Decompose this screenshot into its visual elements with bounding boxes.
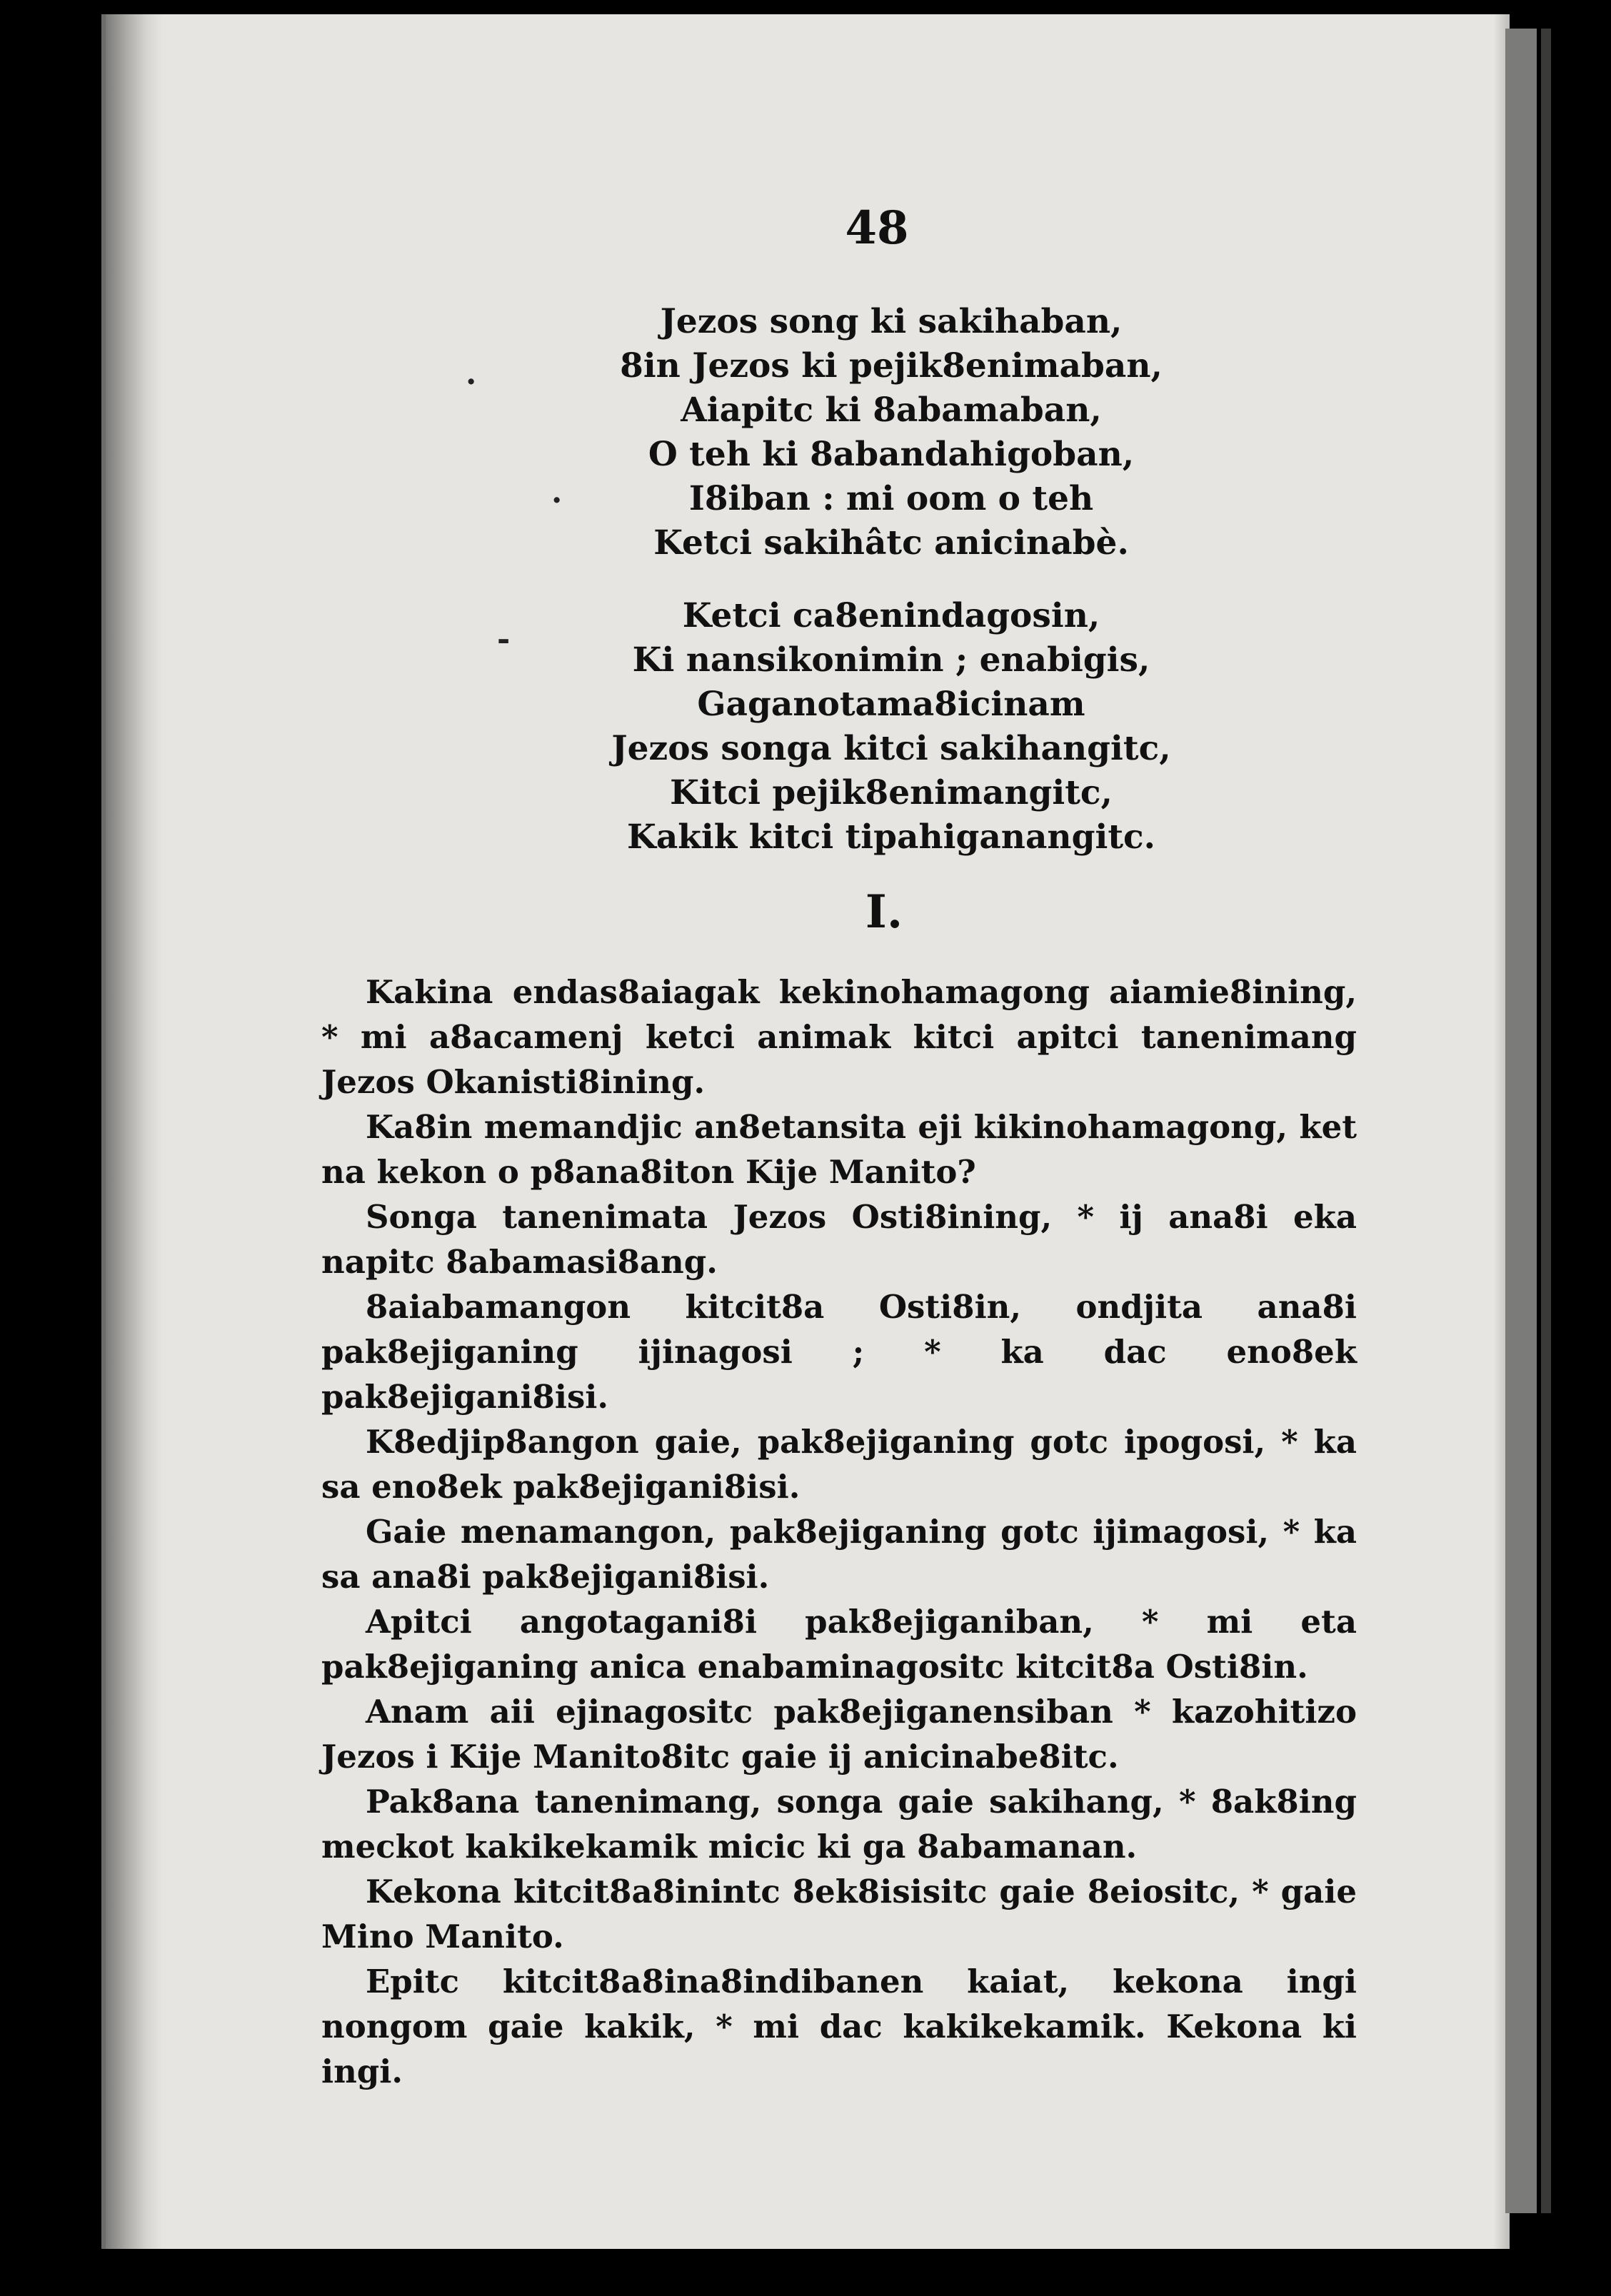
verse-line: I8iban : mi oom o teh: [688, 479, 1094, 518]
verse-line: O teh ki 8abandahigoban,: [648, 435, 1135, 474]
paragraph: Pak8ana tanenimang, songa gaie sakihang, * 8ak8ing meckot kakikekamik micic ki ga 8abamanan.: [321, 1783, 1357, 1866]
paragraph: Anam aii ejinagositc pak8ejiganensiban * kazohitizo Jezos i Kije Manito8itc gaie ij anicinabe8itc.: [321, 1693, 1357, 1776]
paragraph: Epitc kitcit8a8ina8indibanen kaiat, kekona ingi nongom gaie kakik, * mi dac kakikekamik. Kekona ki ingi.: [321, 1963, 1357, 2090]
margin-dot-mark: .: [551, 474, 563, 510]
verse-line: 8in Jezos ki pejik8enimaban,: [620, 346, 1163, 386]
stanza: [86, 594, 1611, 860]
paragraph: K8edjip8angon gaie, pak8ejiganing gotc ipogosi, * ka sa eno8ek pak8ejigani8isi.: [321, 1423, 1357, 1506]
paragraph: Kekona kitcit8a8inintc 8ek8isisitc gaie 8eiositc, * gaie Mino Manito.: [321, 1873, 1357, 1955]
verse-line: Aiapitc ki 8abamaban,: [681, 391, 1102, 430]
verse-line: Jezos songa kitci sakihangitc,: [611, 729, 1171, 768]
verse-line: Ketci ca8enindagosin,: [682, 596, 1100, 635]
verse-block: [86, 300, 1611, 860]
margin-dot-mark: .: [466, 356, 477, 392]
page-number: 48: [845, 201, 909, 255]
stanza-gap: [86, 565, 1611, 594]
paragraph: Gaie menamangon, pak8ejiganing gotc ijimagosi, * ka sa ana8i pak8ejigani8isi.: [321, 1513, 1357, 1596]
section-heading: I.: [865, 885, 903, 939]
body-text: [321, 970, 1357, 2094]
paragraph: 8aiabamangon kitcit8a Osti8in, ondjita ana8i pak8ejiganing ijinagosi ; * ka dac eno8ek pak8ejigani8isi.: [321, 1288, 1357, 1416]
paragraph: Ka8in memandjic an8etansita eji kikinohamagong, ket na kekon o p8ana8iton Kije Manito?: [321, 1108, 1357, 1191]
verse-line: Jezos song ki sakihaban,: [660, 302, 1123, 341]
paragraph: Apitci angotagani8i pak8ejiganiban, * mi eta pak8ejiganing anica enabaminagositc kitcit8a Osti8in.: [321, 1603, 1357, 1686]
verse-line: Ketci sakihâtc anicinabè.: [653, 523, 1129, 563]
paragraph: Songa tanenimata Jezos Osti8ining, * ij ana8i eka napitc 8abamasi8ang.: [321, 1198, 1357, 1281]
paragraph: Kakina endas8aiagak kekinohamagong aiamie8ining, * mi a8acamenj ketci animak kitci apitci tanenimang Jezos Okanisti8ining.: [321, 973, 1357, 1101]
verse-line: Ki nansikonimin ; enabigis,: [632, 640, 1150, 680]
margin-dot-mark: -: [497, 621, 511, 658]
stanza: [86, 300, 1611, 565]
verse-line: Kitci pejik8enimangitc,: [670, 773, 1113, 812]
verse-line: Gaganotama8icinam: [697, 685, 1085, 724]
verse-line: Kakik kitci tipahiganangitc.: [626, 817, 1156, 857]
